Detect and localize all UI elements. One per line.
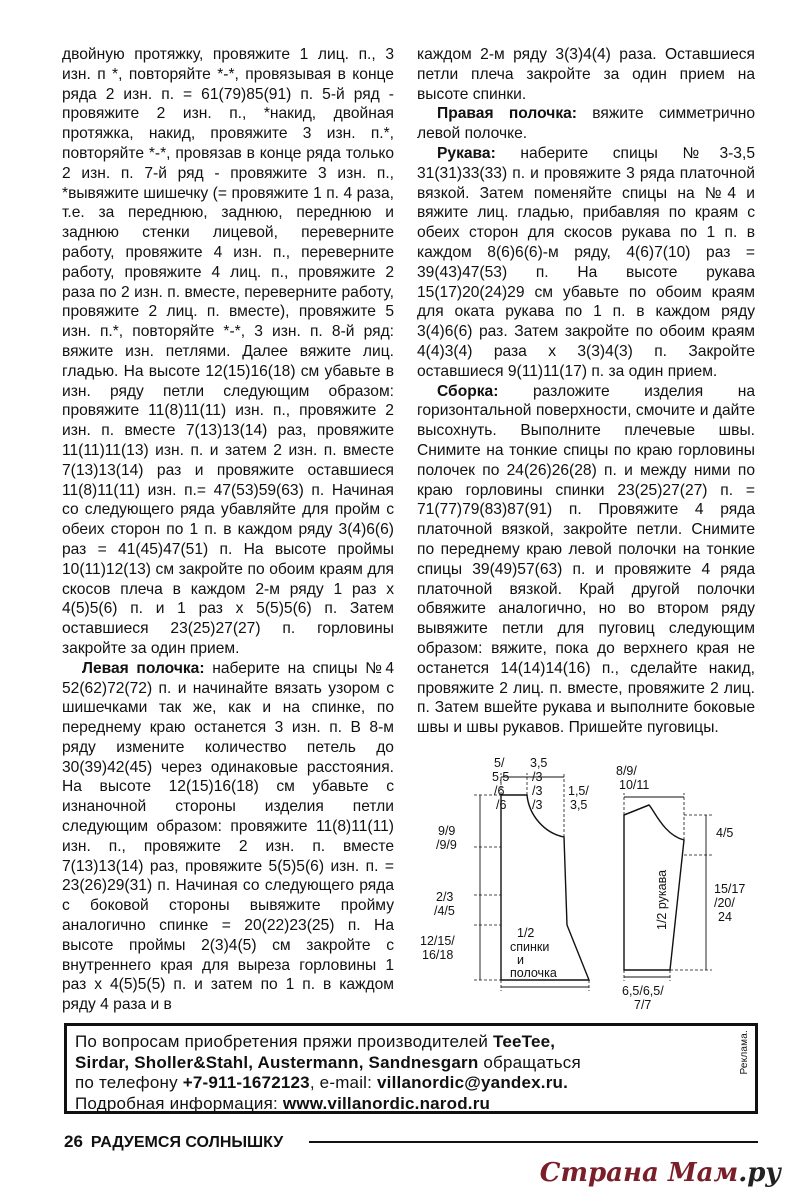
ad-line-2: Sirdar, Sholler&Stahl, Austermann, Sandnesgarn обращаться <box>75 1052 581 1072</box>
body-piece-label: 1/2 спинки и полочка <box>510 926 557 980</box>
pattern-schematic <box>414 755 766 1017</box>
sleeves-section <box>417 144 755 382</box>
watermark-logo: Страна Мам.ру <box>539 1158 781 1188</box>
advertisement-box <box>64 1023 758 1114</box>
left-front-section <box>62 659 394 1015</box>
ad-line-1: По вопросам приобретения пряжи производителей TeeTee, <box>75 1032 556 1051</box>
assembly-text: разложите изделия на горизонтальной поверхности, смочите и дайте высохнуть. Выполните плечевые швы. Снимите на тонкие спицы по краю горловины полочек по 24(26)26(28) п. и между ними по краю горловины спинки 23(25)27(27) п. = 71(77)79(83)87(91) п. Провяжите 4 ряда платочной вязкой, закройте петли. Снимите по переднему краю левой полочки на тонкие спицы 39(49)57(63) п. и провяжите 4 ряда платочной вязкой. Край другой полочки обвяжите аналогично, но во втором ряду вывяжите петли для пуговиц следующим образом: вяжите, пока до верхнего края не останется 14(14)14(16) п., сделайте накид, провяжите 2 лиц. п. вместе, провяжите 2 лиц. п. Затем вшейте рукава и выполните боковые швы и швы рукавов. Пришейте пуговицы. <box>417 382 755 737</box>
sleeves-heading: Рукава: <box>437 144 496 162</box>
dim-sleeve-top: 8/9/ 10/11 <box>616 764 650 792</box>
dim-body-left-3: 12/15/ 16/18 <box>420 934 455 962</box>
sleeve-piece-outline <box>624 805 684 970</box>
left-text-column <box>62 45 394 1015</box>
dim-body-left-2: 2/3 /4/5 <box>434 890 455 918</box>
ad-line-3: по телефону +7-911-1672123, e-mail: villanordic@yandex.ru. <box>75 1073 569 1092</box>
dim-sleeve-right-2: 15/17 /20/ 24 <box>714 882 746 924</box>
dim-sleeve-right-1: 4/5 <box>716 826 734 840</box>
dim-body-top-a: 5/ 5,5 /6 /6 <box>492 756 510 812</box>
right-text-column <box>417 45 755 738</box>
left-front-heading: Левая полочка: <box>82 659 205 677</box>
ad-website: www.villanordic.narod.ru <box>282 1093 491 1113</box>
right-front-heading: Правая полочка: <box>437 105 577 123</box>
ad-line-4: Подробная информация: www.villanordic.narod.ru <box>75 1093 491 1113</box>
sleeve-piece-label: 1/2 рукава <box>655 869 669 930</box>
page-footer <box>64 1132 758 1152</box>
assembly-heading: Сборка: <box>437 382 499 400</box>
left-front-continued: каждом 2-м ряду 3(3)4(4) раза. Оставшиеся петли плеча закройте за один прием на высоте спинки. <box>417 46 755 103</box>
magazine-title: РАДУЕМСЯ СОЛНЫШКУ <box>90 1134 284 1151</box>
ad-phone: +7-911-1672123 <box>182 1073 310 1092</box>
assembly-section <box>417 382 755 738</box>
right-front-text: вяжите симметрично левой полочке. <box>417 105 755 143</box>
ad-label: Реклама. <box>739 1030 750 1075</box>
footer-rule <box>309 1141 758 1143</box>
dim-body-left-1: 9/9 /9/9 <box>436 824 457 852</box>
sleeves-text: наберите спицы №3-3,5 31(31)33(33) п. и провяжите 3 ряда платочной вязкой. Затем поменяйте спицы на №4 и вяжите лиц. гладью, прибавляя по краям с обеих сторон для скосов рукава по 1 п. в каждом 8(6)6(6)-м ряду, 4(6)7(10) раз = 39(43)47(53) п. На высоте рукава 15(17)20(24)29 см убавьте по обоим краям для оката рукава по 1 п. в каждом ряду 3(4)6(6) раз. Затем закройте по обоим краям 4(4)3(4) раза х 3(3)4(3) п. Закройте оставшиеся 9(11)11(17) п. за один прием. <box>417 144 755 380</box>
dim-body-top-b: 3,5 /3 /3 /3 <box>530 756 548 812</box>
dim-body-top-c: 1,5/ 3,5 <box>568 784 589 812</box>
dim-sleeve-bottom: 6,5/6,5/ 7/7 <box>622 984 664 1012</box>
page-number: 26 <box>64 1132 83 1151</box>
left-front-text: наберите на спицы №4 52(62)72(72) п. и начинайте вязать узором с шишечками так же, как и на спинке, по переднему краю останется 3 изн. п. В 8-м ряду измените количество петель до 30(39)42(45) через одинаковые расстояния. На высоте 12(15)16(18) см убавьте с изнаночной стороны изделия петли следующим образом: провяжите 11(8)11(11) изн. п., провяжите 2 изн. п. вместе 7(13)13(14) раз, провяжите 5(5)5(6) изн. п. = 23(26)29(31) п. Начиная со следующего ряда с боковой стороны вывяжите пройму аналогично спинке = 20(22)23(25) п. На высоте проймы 2(3)4(5) см закройте с внутреннего края для выреза горловины 1 раз х 4(5)5(5) п. и затем по 1 п. в каждом ряду 4 раза и в <box>62 659 395 1014</box>
right-front-section <box>417 104 755 144</box>
back-instructions-continued: двойную протяжку, провяжите 1 лиц. п., 3 изн. п *, повторяйте *-*, провязывая в конце ряда 2 изн. п. = 61(79)85(91) п. 5-й ряд - провяжите 2 изн. п., *накид, двойная протяжка, накид, провяжите 3 изн. п.*, повторяйте *-*, провязав в конце ряда только 2 изн. п. 7-й ряд - провяжите 3 изн. п., *вывяжите шишечку (= провяжите 1 п. 4 раза, т.е. за переднюю, заднюю, переднюю и заднюю стенки лицевой, переверните работу, провяжите 4 изн. п., переверните работу, провяжите 4 лиц. п., провяжите 2 раза по 2 изн. п. вместе, переверните работу, провяжите 2 лиц. п. вместе), провяжите 5 изн. п.*, повторяйте *-*, 3 изн. п. 8-й ряд: вяжите изн. петлями. Далее вяжите лиц. гладью. На высоте 12(15)16(18) см убавьте в изн. ряду петли следующим образом: провяжите 11(8)11(11) изн. п., провяжите 2 изн. п. вместе 7(13)13(14) раз, провяжите 11(11)11(13) изн. п. и затем 2 изн. п. вместе 7(13)13(14) раз и провяжите оставшиеся 11(8)11(11) изн. п.= 47(53)59(63) п. Начиная со следующего ряда убавляйте для пройм с обеих сторон по 1 п. в каждом ряду 3(4)6(6) раз = 41(45)47(51) п. На высоте проймы 10(11)12(13) см закройте по обоим краям для скосов плеча в каждом 2-м ряду 1 раз х 4(5)5(6) п. и 1 раз х 5(5)5(6) п. Затем оставшиеся 23(25)27(27) п. горловины закройте за один прием. <box>62 46 394 657</box>
ad-email: villanordic@yandex.ru. <box>377 1073 569 1092</box>
